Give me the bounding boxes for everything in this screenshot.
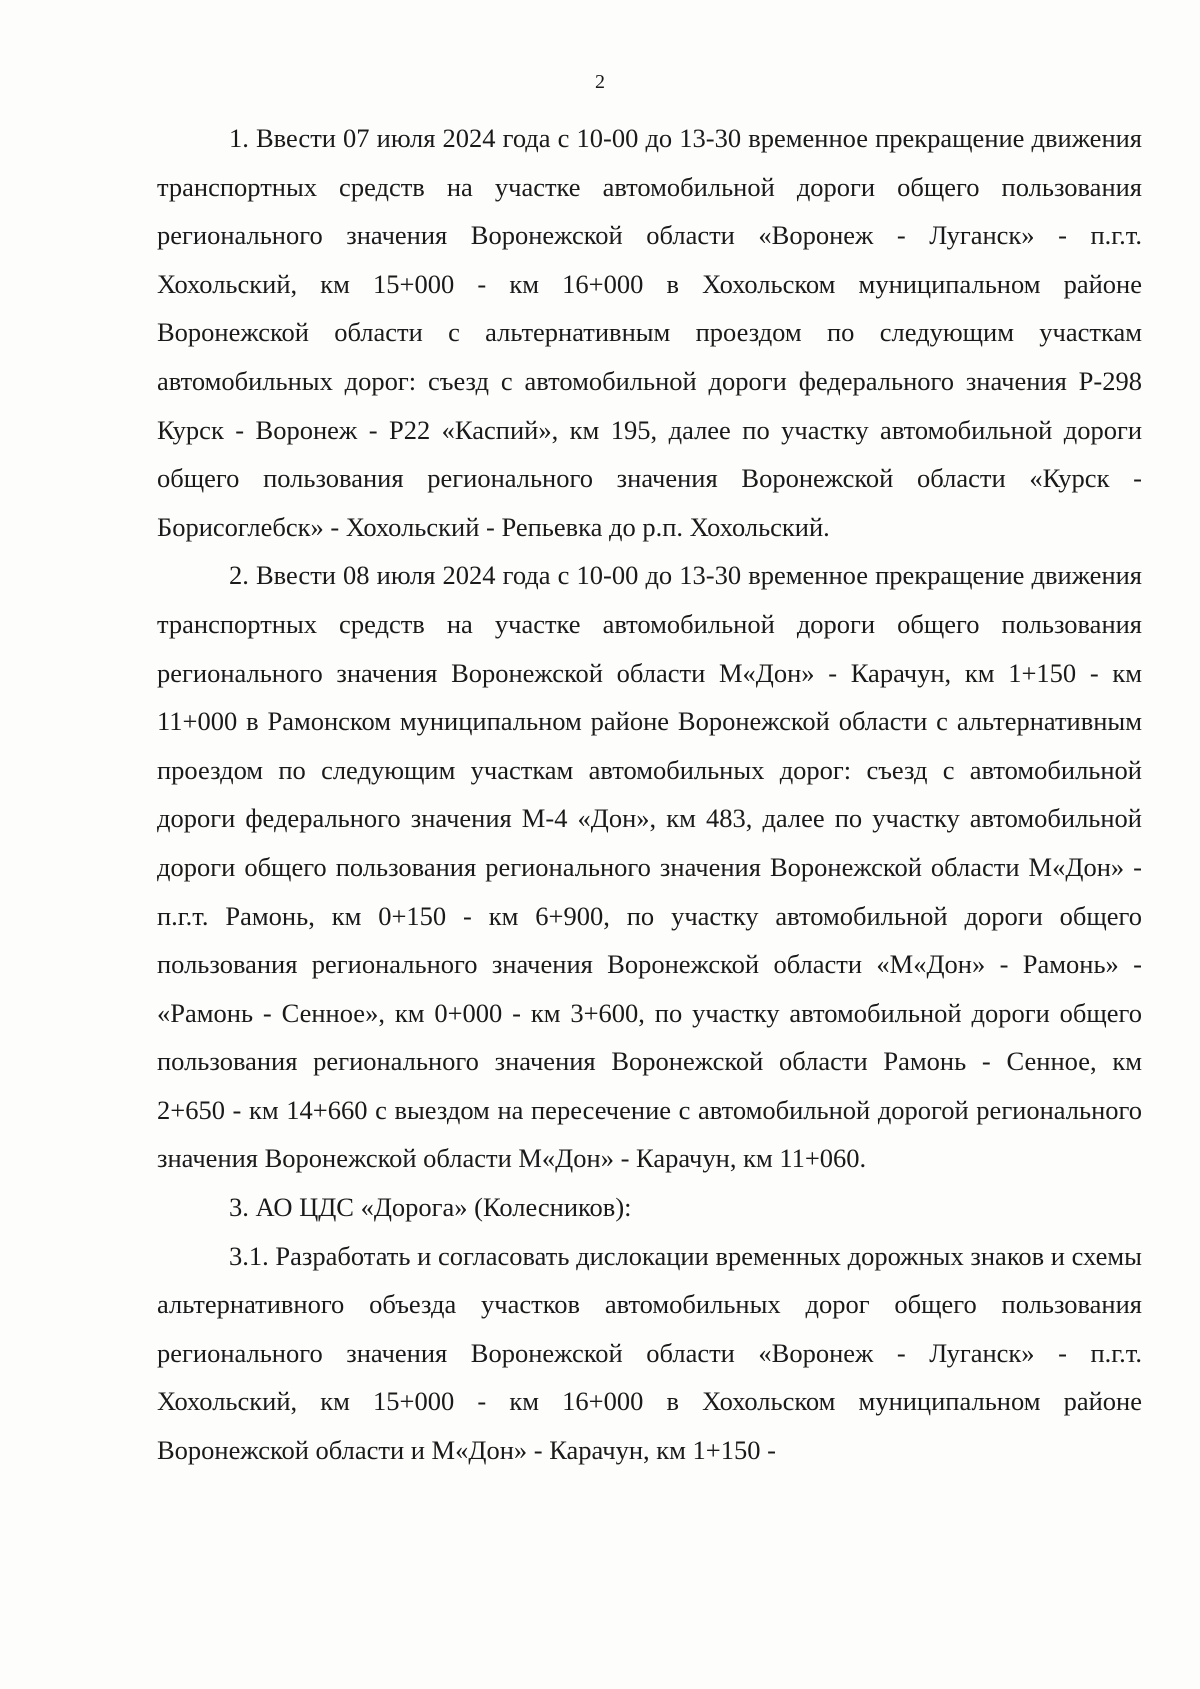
paragraph-2: 2. Ввести 08 июля 2024 года с 10-00 до 13-30 временное прекращение движения транспортных средств на участке автомобильной дороги общего пользования регионального значения Воронежской области М«Дон» - Карачун, км 1+150 - км 11+000 в Рамонском муниципальном районе Воронежской области с альтернативным проездом по следующим участкам автомобильных дорог: съезд с автомобильной дороги федерального значения М-4 «Дон», км 483, далее по участку автомобильной дороги общего пользования регионального значения Воронежской области М«Дон» - п.г.т. Рамонь, км 0+150 - км 6+900, по участку автомобильной дороги общего пользования регионального значения Воронежской области «М«Дон» - Рамонь» - «Рамонь - Сенное», км 0+000 - км 3+600, по участку автомобильной дороги общего пользования регионального значения Воронежской области Рамонь - Сенное, км 2+650 - км 14+660 с выездом на пересечение с автомобильной дорогой регионального значения Воронежской области М«Дон» - Карачун, км 11+060.: [157, 560, 1142, 1174]
paragraph-3-1: 3.1. Разработать и согласовать дислокации временных дорожных знаков и схемы альтернативного объезда участков автомобильных дорог общего пользования регионального значения Воронежской области «Воронеж - Луганск» - п.г.т. Хохольский, км 15+000 - км 16+000 в Хохольском муниципальном районе Воронежской области и М«Дон» - Карачун, км 1+150 -: [157, 1240, 1142, 1466]
paragraph-1: 1. Ввести 07 июля 2024 года с 10-00 до 13-30 временное прекращение движения транспортных средств на участке автомобильной дороги общего пользования регионального значения Воронежской области «Воронеж - Луганск» - п.г.т. Хохольский, км 15+000 - км 16+000 в Хохольском муниципальном районе Воронежской области с альтернативным проездом по следующим участкам автомобильных дорог: съезд с автомобильной дороги федерального значения Р-298 Курск - Воронеж - Р22 «Каспий», км 195, далее по участку автомобильной дороги общего пользования регионального значения Воронежской области «Курск - Борисоглебск» - Хохольский - Репьевка до р.п. Хохольский.: [157, 123, 1142, 542]
paragraph-3: 3. АО ЦДС «Дорога» (Колесников):: [229, 1192, 632, 1223]
page-number: 2: [595, 71, 605, 93]
document-body: [157, 114, 1142, 1475]
